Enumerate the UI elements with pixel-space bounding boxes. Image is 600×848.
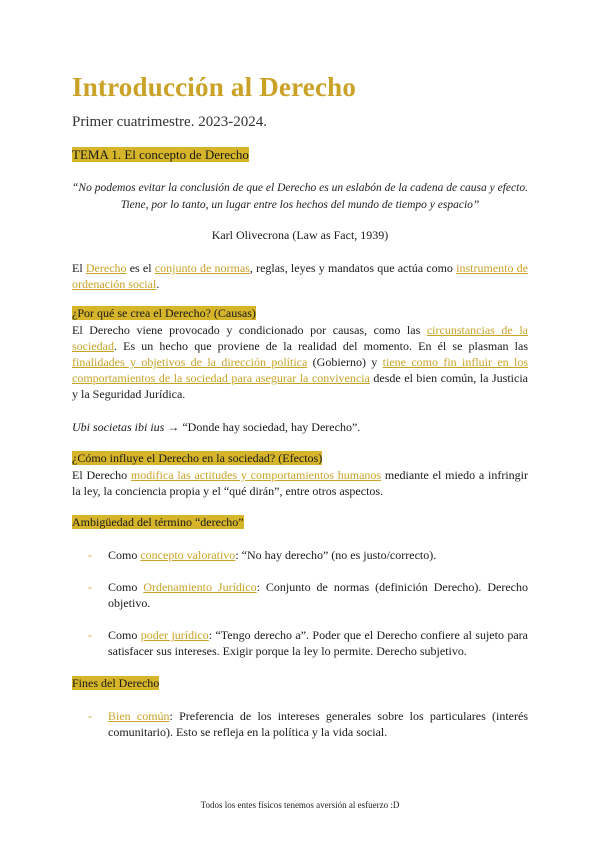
link-modifica-actitudes[interactable]: modifica las actitudes y comportamientos humanos <box>130 468 382 482</box>
ubi-societas-line: Ubi societas ibi ius → “Donde hay sociedad, hay Derecho”. <box>72 420 361 434</box>
bullet-dash: - <box>88 709 92 723</box>
causas-paragraph: El Derecho viene provocado y condicionado por causas, como las circunstancias de la sociedad. Es un hecho que proviene de la realidad del momento. En él se plasman las finalidades y objetivos de la dirección política (Gobierno) y tiene como fin influir en los comportamientos de la sociedad para asegurar la convivencia desde el bien común, la Justicia y la Seguridad Jurídica. <box>72 323 528 401</box>
link-derecho[interactable]: Derecho <box>85 261 127 275</box>
bullet-dash: - <box>88 548 92 562</box>
document-subtitle: Primer cuatrimestre. 2023-2024. <box>72 114 267 130</box>
arrow-icon: → <box>164 420 183 434</box>
heading-ambiguedad: Ambigüedad del término “derecho” <box>72 515 244 529</box>
link-conjunto-normas[interactable]: conjunto de normas <box>154 261 250 275</box>
link-poder-juridico[interactable]: poder jurídico <box>140 628 209 642</box>
heading-causas: ¿Por qué se crea el Derecho? (Causas) <box>72 306 256 320</box>
section-title <box>72 147 249 163</box>
link-ordenamiento-juridico[interactable]: Ordenamiento Jurídico <box>143 580 257 594</box>
quote-author: Karl Olivecrona (Law as Fact, 1939) <box>211 228 389 242</box>
list-item: - Como concepto valorativo: “No hay derecho” (no es justo/correcto). <box>88 548 437 562</box>
link-instrumento-ordenacion[interactable]: instrumento de ordenación social <box>72 261 528 291</box>
list-item: - Como Ordenamiento Jurídico: Conjunto de normas (definición Derecho). Derecho objetivo. <box>88 580 528 610</box>
intro-paragraph: El Derecho es el conjunto de normas, reglas, leyes y mandatos que actúa como instrumento de ordenación social. <box>72 261 528 291</box>
link-finalidades[interactable]: finalidades y objetivos de la dirección política <box>72 355 308 369</box>
heading-efectos: ¿Cómo influye el Derecho en la sociedad? (Efectos) <box>72 451 323 465</box>
bullet-dash: - <box>88 580 92 594</box>
heading-fines: Fines del Derecho <box>72 676 160 690</box>
link-concepto-valorativo[interactable]: concepto valorativo <box>140 548 236 562</box>
link-fin-influir[interactable]: tiene como fin influir en los comportamientos de la sociedad para asegurar la convivencia <box>72 355 528 385</box>
page-footer: Todos los entes físicos tenemos aversión al esfuerzo :D <box>200 800 400 810</box>
epigraph-quote: “No podemos evitar la conclusión de que el Derecho es un eslabón de la cadena de causa y efecto. Tiene, por lo tanto, un lugar entre los hechos del mundo de tiempo y espacio” <box>72 182 528 211</box>
list-item: - Como poder jurídico: “Tengo derecho a”. Poder que el Derecho confiere al sujeto para satisfacer sus intereses. Exigir porque la ley lo permite. Derecho subjetivo. <box>88 628 528 658</box>
document-title: Introducción al Derecho <box>72 72 357 102</box>
section-title-text: TEMA 1. El concepto de Derecho <box>72 147 249 162</box>
link-bien-comun[interactable]: Bien común <box>108 709 170 723</box>
link-circunstancias[interactable]: circunstancias de la sociedad <box>72 323 528 353</box>
bullet-dash: - <box>88 628 92 642</box>
latin-phrase: Ubi societas ibi ius <box>72 420 165 434</box>
efectos-paragraph: El Derecho modifica las actitudes y comportamientos humanos mediante el miedo a infringir la ley, la conciencia propia y el “qué dirán”, entre otros aspectos. <box>72 468 528 498</box>
list-item: - Bien común: Preferencia de los intereses generales sobre los particulares (interés comunitario). Esto se refleja en la política y la vida social. <box>88 709 528 739</box>
